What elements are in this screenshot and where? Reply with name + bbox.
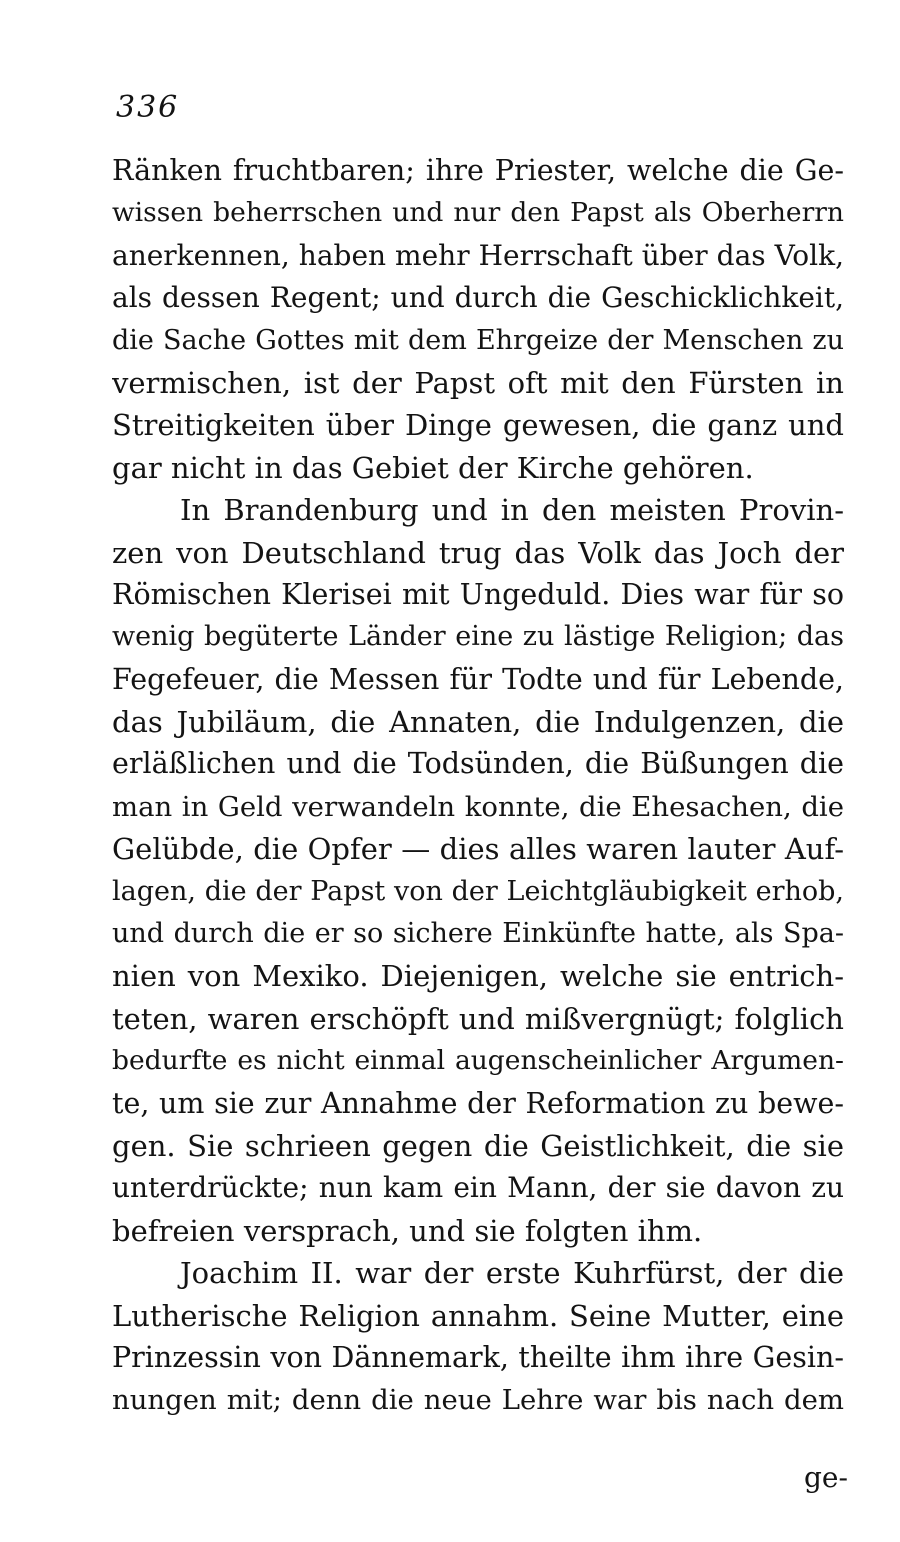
text-line: anerkennen, haben mehr Herrschaft über das Volk, [112, 238, 844, 272]
text-line: bedurfte es nicht einmal augenscheinlicher Argumen- [112, 1045, 844, 1077]
text-line: teten, waren erschöpft und mißvergnügt; folglich [112, 1001, 844, 1036]
text-line: und durch die er so sichere Einkünfte hatte, als Spa- [112, 918, 844, 950]
text-line: unterdrückte; nun kam ein Mann, der sie davon zu [112, 1171, 844, 1205]
text-line: Fegefeuer, die Messen für Todte und für Lebende, [112, 662, 844, 696]
text-line: nungen mit; denn die neue Lehre war bis nach dem [112, 1384, 844, 1417]
text-line: nien von Mexiko. Diejenigen, welche sie entrich- [112, 959, 844, 994]
text-line: erläßlichen und die Todsünden, die Büßungen die [112, 747, 844, 781]
text-line: lagen, die der Papst von der Leichtgläubigkeit erhob, [112, 875, 844, 907]
text-line: te, um sie zur Annahme der Reformation zu bewe- [112, 1086, 844, 1120]
page-number: 336 [116, 90, 180, 125]
text-line: zen von Deutschland trug das Volk das Joch der [112, 535, 844, 570]
text-line: Gelübde, die Opfer — dies alles waren lauter Auf- [112, 832, 844, 867]
text-line: wissen beherrschen und nur den Papst als Oberherrn [112, 197, 844, 229]
text-line: das Jubiläum, die Annaten, die Indulgenzen, die [112, 705, 844, 740]
text-line: gen. Sie schrieen gegen die Geistlichkeit, die sie [112, 1128, 844, 1163]
text-line: Römischen Klerisei mit Ungeduld. Dies war für so [112, 577, 844, 611]
text-line: vermischen, ist der Papst oft mit den Fürsten in [112, 365, 844, 400]
text-line: Joachim II. war der erste Kuhrfürst, der die [180, 1256, 844, 1291]
text-line: gar nicht in das Gebiet der Kirche gehören. [112, 450, 754, 485]
text-line: die Sache Gottes mit dem Ehrgeize der Menschen zu [112, 324, 844, 356]
text-line: In Brandenburg und in den meisten Provin- [180, 493, 844, 528]
text-line: Lutherische Religion annahm. Seine Mutter, eine [112, 1298, 844, 1333]
text-line: man in Geld verwandeln konnte, die Ehesachen, die [112, 790, 844, 823]
text-line: als dessen Regent; und durch die Geschicklichkeit, [112, 281, 844, 315]
text-line: Ränken fruchtbaren; ihre Priester, welche die Ge- [112, 154, 844, 187]
catchword: ge- [804, 1461, 848, 1494]
text-line: wenig begüterte Länder eine zu lästige Religion; das [112, 621, 844, 653]
text-line: befreien versprach, und sie folgten ihm. [112, 1213, 703, 1248]
text-line: Prinzessin von Dännemark, theilte ihm ihre Gesin- [112, 1340, 844, 1374]
text-line: Streitigkeiten über Dinge gewesen, die ganz und [112, 408, 844, 443]
body-text [112, 150, 844, 1422]
